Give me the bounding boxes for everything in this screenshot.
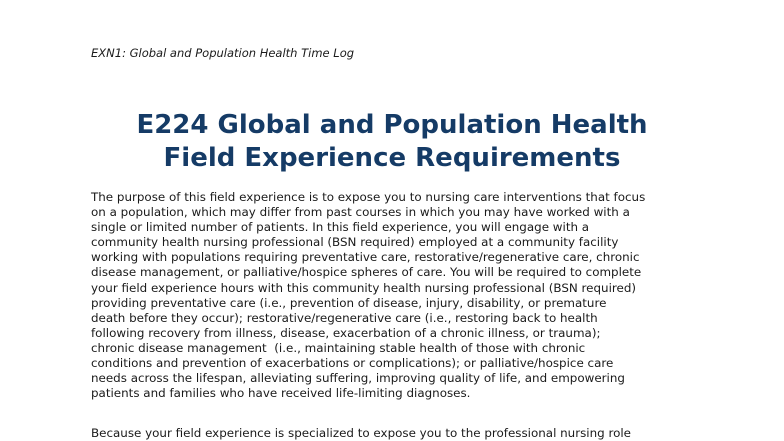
paragraph-line: on a population, which may differ from past courses in which you may have worked with a xyxy=(91,205,630,220)
paragraph-line: death before they occur); restorative/regenerative care (i.e., restoring back to health xyxy=(91,310,598,325)
paragraph-line: following recovery from illness, disease, exacerbation of a chronic illness, or trauma); xyxy=(91,325,601,340)
document-header: EXN1: Global and Population Health Time Log xyxy=(91,46,355,60)
title-line-1: E224 Global and Population Health xyxy=(136,110,648,140)
paragraph-line: community health nursing professional (BSN required) employed at a community facility xyxy=(91,235,619,250)
title-line-2: Field Experience Requirements xyxy=(163,143,621,173)
paragraph-line: chronic disease management (i.e., maintaining stable health of those with chronic xyxy=(91,340,586,355)
paragraph-line: single or limited number of patients. In this field experience, you will engage with a xyxy=(91,220,590,235)
paragraph-line: needs across the lifespan, alleviating suffering, improving quality of life, and empowering xyxy=(91,371,625,386)
paragraph-line: conditions and prevention of exacerbations or complications); or palliative/hospice care xyxy=(91,356,614,371)
paragraph-line: disease management, or palliative/hospice spheres of care. You will be required to complete xyxy=(91,265,642,280)
paragraph-line: The purpose of this field experience is to expose you to nursing care interventions that focus xyxy=(91,190,646,204)
page-title xyxy=(0,109,784,175)
paragraph-line: working with populations requiring preventative care, restorative/regenerative care, chronic xyxy=(91,250,640,265)
paragraph-line: your field experience hours with this community health nursing professional (BSN required) xyxy=(91,280,636,295)
paragraph-line: patients and families who have received life-limiting diagnoses. xyxy=(91,386,471,401)
paragraph-field-experience: Because your field experience is specialized to expose you to the professional nursing role xyxy=(91,426,631,440)
paragraph-purpose xyxy=(91,190,731,401)
paragraph-line: providing preventative care (i.e., prevention of disease, injury, disability, or premature xyxy=(91,295,607,310)
